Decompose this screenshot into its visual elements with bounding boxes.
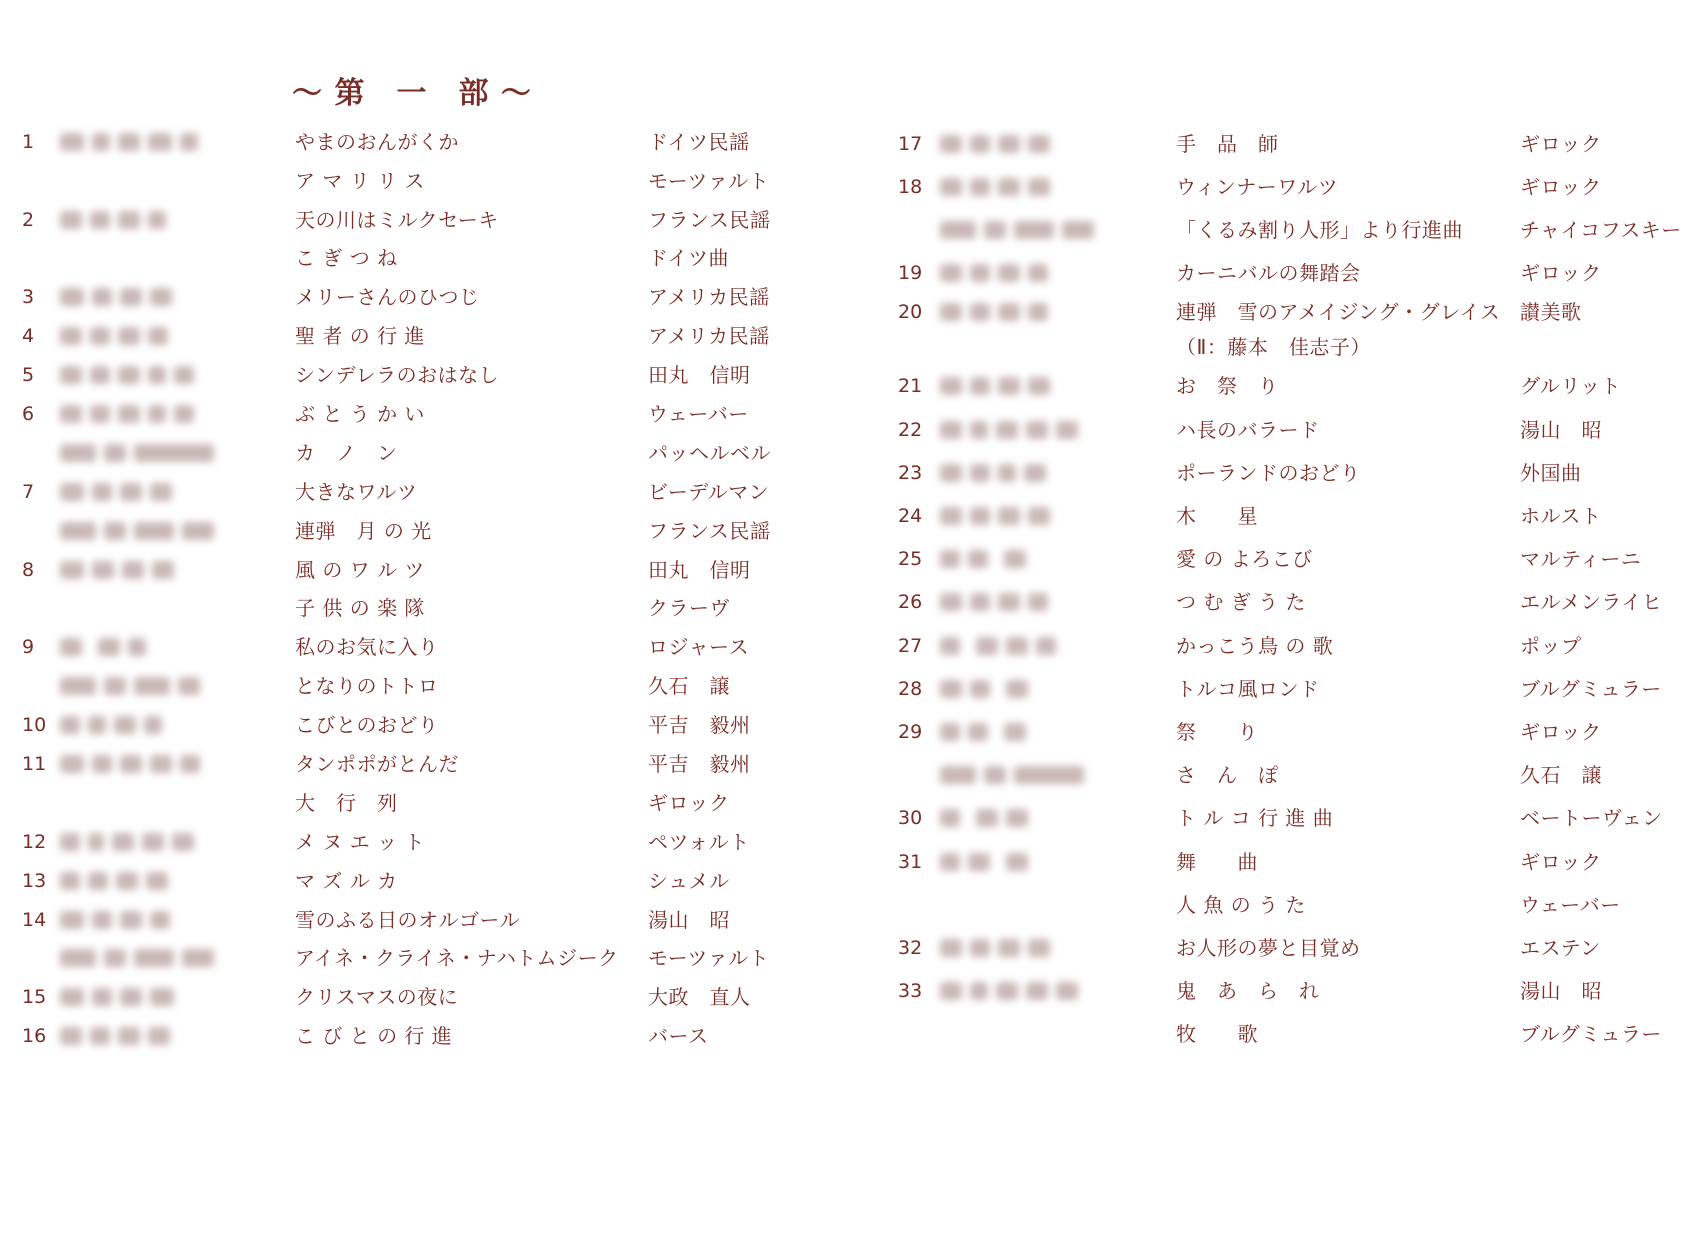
performer-name-redacted [60,708,162,742]
performer-name-redacted [60,203,166,237]
composer-name: 大政 直人 [648,985,751,1009]
performer-name-redacted [940,542,1026,576]
program-number: 11 [22,753,47,775]
performer-name-redacted [940,413,1078,447]
composer-name: ロジャース [648,635,750,659]
performer-name-redacted [940,758,1084,792]
piece-title: ト ル コ 行 進 曲 [1176,806,1334,830]
piece-title: トルコ風ロンド [1176,677,1320,701]
program-number: 2 [22,209,35,231]
piece-title: ハ長のバラード [1176,418,1320,442]
performer-name-redacted [940,213,1094,247]
composer-name: ブルグミュラー [1520,677,1662,701]
performer-name-redacted [940,931,1050,965]
program-number: 5 [22,364,35,386]
program-number: 28 [898,678,923,700]
program-number: 12 [22,831,47,853]
performer-name-redacted [60,669,200,703]
performer-name-redacted [60,125,198,159]
piece-title: 大きなワルツ [295,480,418,504]
piece-title: お人形の夢と目覚め [1176,936,1361,960]
composer-name: ウェーバー [648,402,749,426]
piece-title: 祭 り [1176,720,1258,744]
composer-name: エルメンライヒ [1520,590,1663,614]
performer-name-redacted [940,629,1056,663]
piece-title: ポーランドのおどり [1176,461,1361,485]
program-number: 29 [898,721,923,743]
composer-name: ギロック [1520,850,1602,874]
piece-title: こ ぎ つ ね [295,246,398,270]
composer-name: チャイコフスキー [1520,218,1682,242]
piece-title: つ む ぎ う た [1176,590,1306,614]
program-number: 15 [22,986,47,1008]
composer-name: ギロック [1520,720,1602,744]
composer-name: モーツァルト [648,946,770,970]
piece-title: ウィンナーワルツ [1176,175,1339,199]
composer-name: 湯山 昭 [648,908,730,932]
performer-name-redacted [940,127,1050,161]
piece-title: お 祭 り [1176,374,1279,398]
performer-name-redacted [60,475,172,509]
composer-name: バース [648,1024,709,1048]
composer-name: グルリット [1520,374,1622,398]
performer-name-redacted [940,256,1048,290]
piece-title: 木 星 [1176,504,1258,528]
composer-name: 田丸 信明 [648,558,751,582]
piece-title: 私のお気に入り [295,635,439,659]
composer-name: ドイツ民謡 [648,130,750,154]
piece-title: 愛 の よろこび [1176,547,1313,571]
piece-title: メリーさんのひつじ [295,285,480,309]
piece-title: 「くるみ割り人形」より行進曲 [1176,218,1463,242]
piece-title: となりのトトロ [295,674,439,698]
performer-name-redacted [940,801,1028,835]
piece-title: メ ヌ エ ッ ト [295,830,425,854]
composer-name: ベートーヴェン [1520,806,1663,830]
performer-name-redacted [60,1019,170,1053]
piece-title: 連弾 月 の 光 [295,519,432,543]
program-number: 9 [22,636,35,658]
composer-name: ギロック [1520,261,1602,285]
program-number: 18 [898,176,923,198]
piece-title: 連弾 雪のアメイジング・グレイス [1176,300,1501,324]
composer-name: 湯山 昭 [1520,418,1602,442]
program-number: 26 [898,591,923,613]
program-number: 7 [22,481,35,503]
composer-name: アメリカ民謡 [648,324,770,348]
composer-name: フランス民謡 [648,519,771,543]
performer-name-redacted [60,358,194,392]
composer-name: 平吉 毅州 [648,752,751,776]
program-number: 22 [898,419,923,441]
composer-name: 讃美歌 [1520,300,1582,324]
performer-name-redacted [940,295,1048,329]
program-number: 17 [898,133,923,155]
composer-name: ホルスト [1520,504,1602,528]
piece-title: シンデレラのおはなし [295,363,500,387]
composer-name: ウェーバー [1520,893,1621,917]
composer-name: モーツァルト [648,169,770,193]
piece-title: 天の川はミルクセーキ [295,208,499,232]
program-number: 33 [898,980,923,1002]
composer-name: アメリカ民謡 [648,285,770,309]
composer-name: ギロック [1520,175,1602,199]
piece-title: タンポポがとんだ [295,752,459,776]
piece-title: 牧 歌 [1176,1022,1258,1046]
performer-name-redacted [60,436,214,470]
program-number: 6 [22,403,35,425]
composer-name: 湯山 昭 [1520,979,1602,1003]
program-number: 27 [898,635,923,657]
performer-name-redacted [60,397,194,431]
program-number: 4 [22,325,35,347]
composer-name: マルティーニ [1520,547,1642,571]
performer-name-redacted [60,864,168,898]
piece-title: クリスマスの夜に [295,985,459,1009]
performer-name-redacted [940,845,1028,879]
performer-name-redacted [60,941,214,975]
performer-name-redacted [940,170,1050,204]
program-number: 8 [22,559,35,581]
program-number: 13 [22,870,47,892]
performer-name-redacted [60,553,174,587]
composer-name: ポップ [1520,634,1582,658]
program-number: 24 [898,505,923,527]
piece-title: アイネ・クライネ・ナハトムジーク [295,946,619,970]
performer-name-redacted [940,369,1050,403]
piece-title: 手 品 師 [1176,132,1279,156]
piece-title: ぶ と う か い [295,402,425,426]
composer-name: 平吉 毅州 [648,713,751,737]
program-number: 32 [898,937,923,959]
composer-name: 外国曲 [1520,461,1582,485]
page-title: ～ 第 一 部 ～ [292,76,532,111]
piece-title: 雪のふる日のオルゴール [295,908,521,932]
composer-name: ギロック [1520,132,1602,156]
piece-title: カーニバルの舞踏会 [1176,261,1361,285]
piece-title: 大 行 列 [295,791,398,815]
program-number: 10 [22,714,47,736]
program-number: 16 [22,1025,47,1047]
composer-name: 久石 譲 [1520,763,1602,787]
program-number: 19 [898,262,923,284]
performer-name-redacted [60,630,146,664]
composer-name: ブルグミュラー [1520,1022,1662,1046]
composer-name: 田丸 信明 [648,363,751,387]
piece-title: マ ズ ル カ [295,869,398,893]
composer-name: パッヘルベル [648,441,771,465]
performer-name-redacted [940,974,1078,1008]
composer-name: エステン [1520,936,1601,960]
piece-title: 風 の ワ ル ツ [295,558,425,582]
composer-name: ペツォルト [648,830,750,854]
program-number: 21 [898,375,923,397]
performer-name-redacted [940,672,1028,706]
piece-title: （Ⅱ：藤本 佳志子） [1176,335,1371,359]
program-number: 31 [898,851,923,873]
piece-title: 聖 者 の 行 進 [295,324,425,348]
performer-name-redacted [60,280,172,314]
composer-name: シュメル [648,869,730,893]
performer-name-redacted [60,514,214,548]
piece-title: 鬼 あ ら れ [1176,979,1320,1003]
program-number: 1 [22,131,35,153]
piece-title: こびとのおどり [295,713,439,737]
composer-name: ビーデルマン [648,480,770,504]
composer-name: ギロック [648,791,730,815]
piece-title: 舞 曲 [1176,850,1258,874]
piece-title: 子 供 の 楽 隊 [295,596,425,620]
program-number: 30 [898,807,923,829]
piece-title: かっこう鳥 の 歌 [1176,634,1334,658]
performer-name-redacted [940,585,1048,619]
piece-title: ア マ リ リ ス [295,169,425,193]
composer-name: ドイツ曲 [648,246,729,270]
composer-name: フランス民謡 [648,208,771,232]
program-number: 23 [898,462,923,484]
piece-title: カ ノ ン [295,441,398,465]
composer-name: クラーヴ [648,596,730,620]
performer-name-redacted [60,747,200,781]
performer-name-redacted [940,499,1050,533]
performer-name-redacted [940,715,1026,749]
composer-name: 久石 譲 [648,674,730,698]
program-number: 20 [898,301,923,323]
performer-name-redacted [60,903,170,937]
piece-title: 人 魚 の う た [1176,893,1306,917]
piece-title: やまのおんがくか [295,130,459,154]
performer-name-redacted [60,980,174,1014]
piece-title: こ び と の 行 進 [295,1024,453,1048]
piece-title: さ ん ぽ [1176,763,1279,787]
program-number: 14 [22,909,47,931]
program-number: 25 [898,548,923,570]
performer-name-redacted [60,825,194,859]
performer-name-redacted [60,319,168,353]
performer-name-redacted [940,456,1046,490]
program-number: 3 [22,286,35,308]
